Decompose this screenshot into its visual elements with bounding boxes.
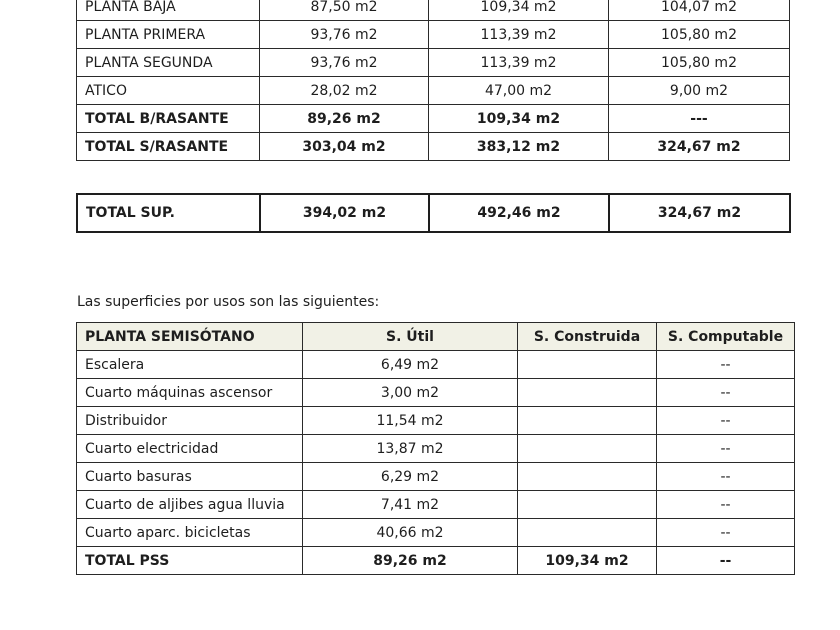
table-row — [77, 379, 795, 407]
floor-value-2: 383,12 m2 — [429, 133, 609, 161]
use-name: Cuarto basuras — [77, 463, 303, 491]
table-row — [77, 133, 790, 161]
use-s-computable: -- — [657, 519, 795, 547]
floors-surface-table — [76, 0, 790, 161]
table-row — [77, 463, 795, 491]
floor-value-1: 93,76 m2 — [260, 49, 429, 77]
use-s-construida — [518, 407, 657, 435]
floor-name: ATICO — [77, 77, 260, 105]
floor-name: PLANTA SEGUNDA — [77, 49, 260, 77]
use-name: Cuarto electricidad — [77, 435, 303, 463]
floor-value-2: 109,34 m2 — [429, 0, 609, 21]
use-s-computable: -- — [657, 463, 795, 491]
total-pss-computable: -- — [657, 547, 795, 575]
use-s-construida — [518, 491, 657, 519]
floor-value-3: --- — [609, 105, 790, 133]
header-planta-semisotano: PLANTA SEMISÓTANO — [77, 323, 303, 351]
use-s-construida — [518, 519, 657, 547]
table-row — [77, 491, 795, 519]
use-name: Distribuidor — [77, 407, 303, 435]
floor-value-1: 89,26 m2 — [260, 105, 429, 133]
use-s-construida — [518, 379, 657, 407]
use-s-construida — [518, 463, 657, 491]
uses-intro-text: Las superficies por usos son las siguientes: — [77, 294, 380, 310]
total-surface-row — [77, 194, 790, 232]
total-surface-value-1: 394,02 m2 — [260, 194, 429, 232]
total-surface-label: TOTAL SUP. — [77, 194, 260, 232]
total-pss-construida: 109,34 m2 — [518, 547, 657, 575]
floor-value-3: 105,80 m2 — [609, 49, 790, 77]
table-row — [77, 435, 795, 463]
total-surface-value-3: 324,67 m2 — [609, 194, 790, 232]
floor-value-1: 303,04 m2 — [260, 133, 429, 161]
use-s-computable: -- — [657, 407, 795, 435]
table-row — [77, 49, 790, 77]
floor-value-2: 109,34 m2 — [429, 105, 609, 133]
total-pss-label: TOTAL PSS — [77, 547, 303, 575]
use-s-util: 6,49 m2 — [303, 351, 518, 379]
floor-name: PLANTA PRIMERA — [77, 21, 260, 49]
floor-value-2: 47,00 m2 — [429, 77, 609, 105]
floor-value-3: 324,67 m2 — [609, 133, 790, 161]
total-pss-util: 89,26 m2 — [303, 547, 518, 575]
use-name: Cuarto máquinas ascensor — [77, 379, 303, 407]
floor-value-2: 113,39 m2 — [429, 21, 609, 49]
uses-surface-table — [76, 322, 795, 575]
use-s-util: 3,00 m2 — [303, 379, 518, 407]
total-surface-table — [76, 193, 791, 233]
use-s-util: 6,29 m2 — [303, 463, 518, 491]
table-row — [77, 21, 790, 49]
use-s-util: 13,87 m2 — [303, 435, 518, 463]
use-s-util: 40,66 m2 — [303, 519, 518, 547]
floor-name: PLANTA BAJA — [77, 0, 260, 21]
floors-table-body — [77, 0, 790, 161]
floor-value-1: 28,02 m2 — [260, 77, 429, 105]
use-s-util: 7,41 m2 — [303, 491, 518, 519]
use-s-construida — [518, 435, 657, 463]
floor-value-2: 113,39 m2 — [429, 49, 609, 77]
use-name: Cuarto aparc. bicicletas — [77, 519, 303, 547]
total-pss-row — [77, 547, 795, 575]
header-s-construida: S. Construida — [518, 323, 657, 351]
floor-value-1: 93,76 m2 — [260, 21, 429, 49]
table-row — [77, 105, 790, 133]
use-name: Cuarto de aljibes agua lluvia — [77, 491, 303, 519]
floor-value-3: 9,00 m2 — [609, 77, 790, 105]
use-s-util: 11,54 m2 — [303, 407, 518, 435]
use-s-computable: -- — [657, 351, 795, 379]
table-row — [77, 77, 790, 105]
total-surface-value-2: 492,46 m2 — [429, 194, 609, 232]
use-s-computable: -- — [657, 379, 795, 407]
uses-table-body — [77, 351, 795, 575]
use-s-computable: -- — [657, 491, 795, 519]
use-s-construida — [518, 351, 657, 379]
use-s-computable: -- — [657, 435, 795, 463]
floor-value-3: 104,07 m2 — [609, 0, 790, 21]
floor-value-1: 87,50 m2 — [260, 0, 429, 21]
use-name: Escalera — [77, 351, 303, 379]
table-row — [77, 0, 790, 21]
floor-name: TOTAL B/RASANTE — [77, 105, 260, 133]
header-s-util: S. Útil — [303, 323, 518, 351]
floor-name: TOTAL S/RASANTE — [77, 133, 260, 161]
table-row — [77, 351, 795, 379]
floor-value-3: 105,80 m2 — [609, 21, 790, 49]
uses-header-row — [77, 323, 795, 351]
table-row — [77, 407, 795, 435]
header-s-computable: S. Computable — [657, 323, 795, 351]
table-row — [77, 519, 795, 547]
